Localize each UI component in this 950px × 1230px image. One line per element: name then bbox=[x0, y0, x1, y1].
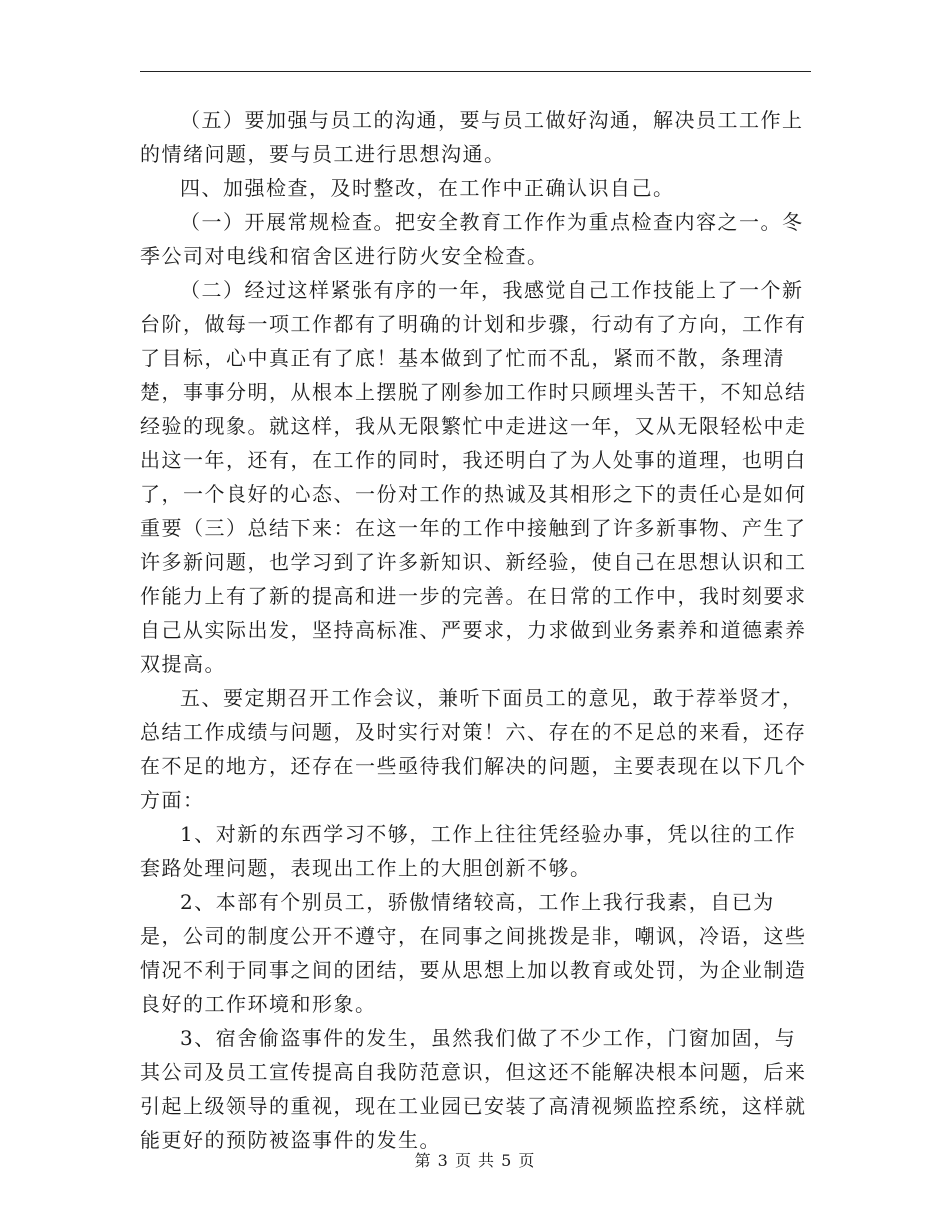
paragraph: （五）要加强与员工的沟通，要与员工做好沟通，解决员工工作上的情绪问题，要与员工进行思想沟通。 bbox=[140, 108, 804, 166]
paragraph: （一）开展常规检查。把安全教育工作作为重点检查内容之一。冬季公司对电线和宿舍区进行防火安全检查。 bbox=[140, 210, 804, 268]
paragraph: 2、本部有个别员工，骄傲情绪较高，工作上我行我素，自已为是，公司的制度公开不遵守，在同事之间挑拨是非，嘲讽，冷语，这些情况不利于同事之间的团结，要从思想上加以教育或处罚，为企业制造良好的工作环境和形象。 bbox=[140, 890, 807, 1016]
paragraph: 3、宿舍偷盗事件的发生，虽然我们做了不少工作，门窗加固，与其公司及员工宣传提高自我防范意识，但这还不能解决根本问题，后来引起上级领导的重视，现在工业园已安装了高清视频监控系统，这样就能更好的预防被盗事件的发生。 bbox=[140, 1026, 807, 1152]
paragraph: （二）经过这样紧张有序的一年，我感觉自己工作技能上了一个新台阶，做每一项工作都有了明确的计划和步骤，行动有了方向，工作有了目标，心中真正有了底！基本做到了忙而不乱，紧而不散，条理清楚，事事分明，从根本上摆脱了刚参加工作时只顾埋头苦干，不知总结经验的现象。就这样，我从无限繁忙中走进这一年，又从无限轻松中走出这一年，还有，在工作的同时，我还明白了为人处事的道理，也明白了，一个良好的心态、一份对工作的热诚及其相形之下的责任心是如何重要（三）总结下来：在这一年的工作中接触到了许多新事物、产生了许多新问题，也学习到了许多新知识、新经验，使自己在思想认识和工作能力上有了新的提高和进一步的完善。在日常的工作中，我时刻要求自己从实际出发，坚持高标准、严要求，力求做到业务素养和道德素养双提高。 bbox=[140, 278, 807, 676]
paragraph: 四、加强检查，及时整改，在工作中正确认识自己。 bbox=[180, 176, 675, 200]
header-rule bbox=[140, 71, 811, 72]
paragraph: 1、对新的东西学习不够，工作上往往凭经验办事，凭以往的工作套路处理问题，表现出工作上的大胆创新不够。 bbox=[140, 822, 797, 880]
paragraph: 五、要定期召开工作会议，兼听下面员工的意见，敢于荐举贤才，总结工作成绩与问题，及时实行对策！六、存在的不足总的来看，还存在不足的地方，还存在一些亟待我们解决的问题，主要表现在以下几个方面： bbox=[140, 686, 807, 812]
page-footer: 第 3 页 共 5 页 bbox=[414, 1151, 536, 1170]
document-body bbox=[140, 103, 811, 1157]
